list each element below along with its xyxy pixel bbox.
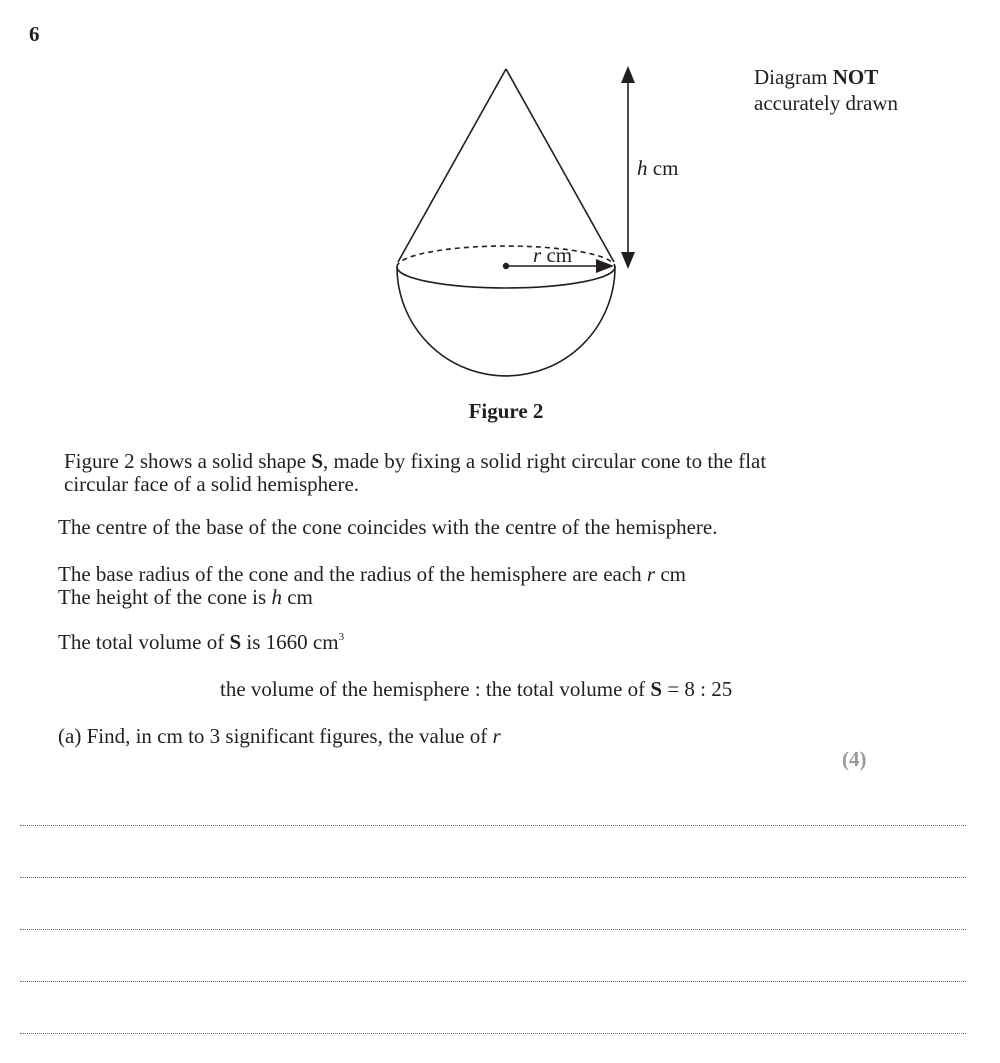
radius-var: r — [533, 243, 542, 267]
height-unit: cm — [647, 156, 679, 180]
p5-b: is 1660 cm — [241, 630, 339, 654]
question-number: 6 — [29, 22, 40, 46]
answer-line[interactable] — [20, 1033, 966, 1034]
answer-line[interactable] — [20, 825, 966, 826]
ratio-a: the volume of the hemisphere : the total volume of — [220, 677, 651, 701]
radius-unit: cm — [541, 243, 573, 267]
p5-sup: 3 — [338, 631, 345, 643]
ratio-bold-s: S — [650, 677, 663, 701]
part-a-var: r — [492, 724, 501, 748]
height-arrow-head-bottom — [621, 252, 635, 269]
cone-hemisphere-diagram — [0, 0, 1000, 400]
p5-bold-s: S — [229, 630, 242, 654]
diagram-note-line2: accurately drawn — [754, 91, 898, 115]
p4-a: The height of the cone is — [58, 585, 272, 609]
answer-line[interactable] — [20, 929, 966, 930]
ratio-b: = 8 : 25 — [662, 677, 733, 701]
ratio-statement — [220, 678, 732, 701]
p3-a: The base radius of the cone and the radius of the hemisphere are each — [58, 562, 647, 586]
p1-c: , made by fixing a solid right circular cone to the flat — [323, 449, 767, 473]
radius-label — [533, 243, 572, 267]
answer-line[interactable] — [20, 877, 966, 878]
diagram-note-prefix: Diagram — [754, 65, 833, 89]
p1-line2: circular face of a solid hemisphere. — [64, 472, 360, 496]
paragraph-centre: The centre of the base of the cone coincides with the centre of the hemisphere. — [58, 515, 718, 539]
diagram-note-not: NOT — [832, 65, 879, 89]
height-label — [637, 156, 678, 180]
paragraph-radius-height — [58, 563, 686, 609]
paragraph-intro — [64, 450, 766, 496]
base-ellipse-front — [397, 267, 615, 288]
p5-a: The total volume of — [58, 630, 230, 654]
part-a-text: Find, in cm to 3 significant figures, the value of — [86, 724, 493, 748]
part-a-label: (a) — [58, 724, 82, 748]
cone-right-side — [506, 69, 614, 262]
p3-b: cm — [655, 562, 687, 586]
paragraph-total-volume — [58, 631, 344, 654]
height-var: h — [637, 156, 648, 180]
radius-arrow-head — [596, 259, 614, 273]
p1-a: Figure 2 shows a solid shape — [64, 449, 312, 473]
p1-bold-s: S — [311, 449, 324, 473]
cone-left-side — [398, 69, 506, 262]
p4-var-h: h — [271, 585, 282, 609]
p4-b: cm — [281, 585, 313, 609]
height-arrow-head-top — [621, 66, 635, 83]
hemisphere-arc — [397, 267, 615, 376]
p3-var-r: r — [646, 562, 656, 586]
part-a-marks: (4) — [842, 747, 867, 771]
part-a-question — [58, 725, 501, 748]
answer-line[interactable] — [20, 981, 966, 982]
figure-caption: Figure 2 — [468, 399, 544, 423]
